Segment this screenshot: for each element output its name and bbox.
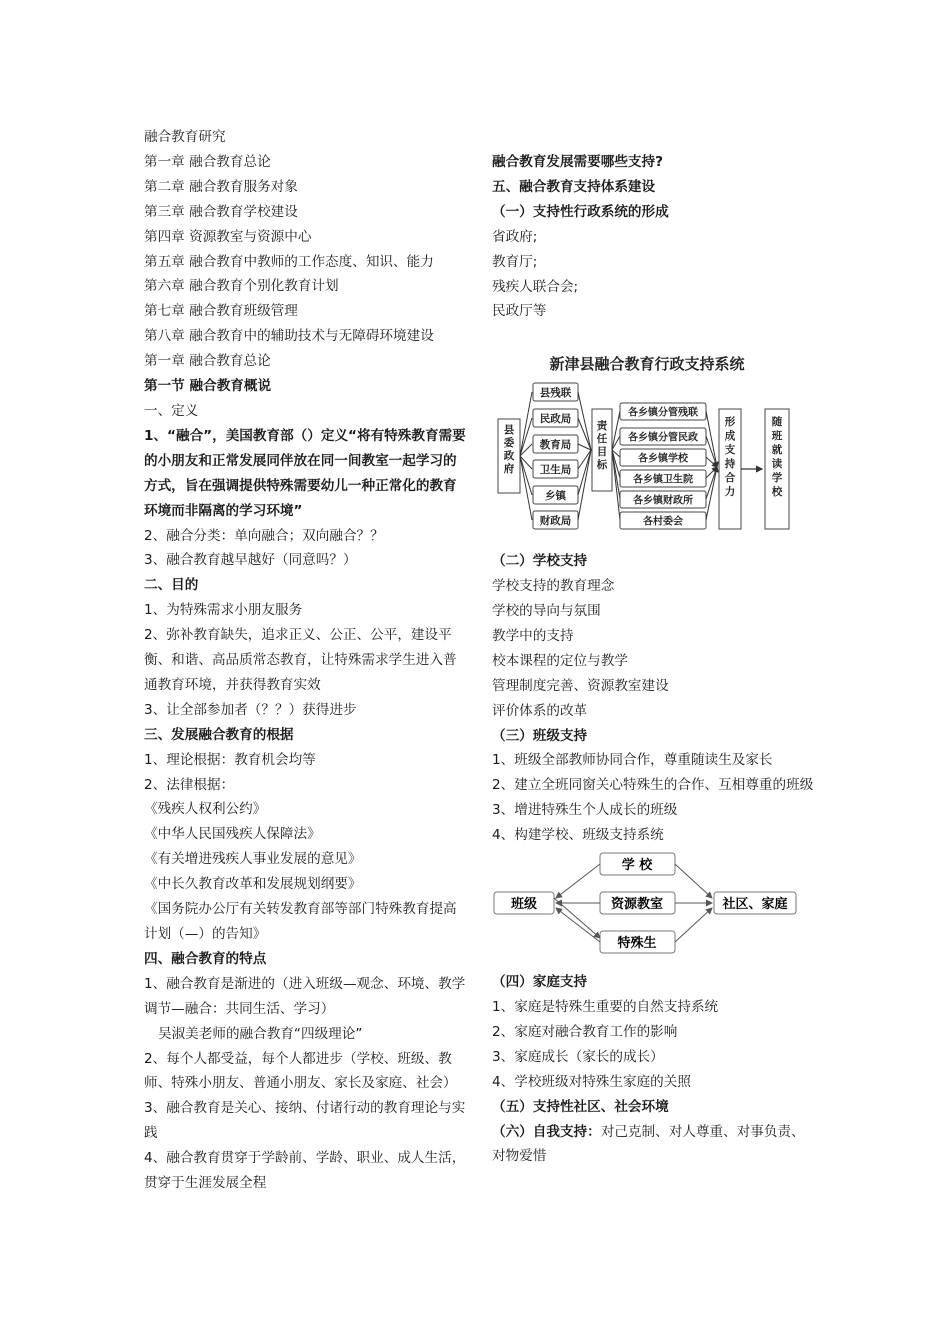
- text-line: 学校的导向与氛围: [492, 603, 601, 620]
- text-line: 2、融合分类：单向融合；双向融合？？: [144, 527, 384, 544]
- text-line: 第二章 融合教育服务对象: [144, 178, 298, 195]
- text-line: 《国务院办公厅有关转发教育部等部门特殊教育提高计划（—）的告知》: [144, 901, 457, 942]
- text-line: 第一章 融合教育总论: [144, 153, 271, 170]
- right-column: [492, 150, 814, 1169]
- town-label: 各村委会: [643, 516, 683, 528]
- form-force-label: 形成支持合力: [724, 416, 736, 499]
- text-line: 《有关增进残疾人事业发展的意见》: [144, 851, 362, 868]
- text-line: （三）班级支持: [492, 727, 588, 744]
- dept-label: 县残联: [539, 387, 572, 400]
- text-line: 第三章 融合教育学校建设: [144, 203, 298, 220]
- dept-label: 乡镇: [545, 490, 566, 503]
- self-support-text: 对己克制、对人尊重、对事负责、对物爱惜: [492, 1123, 805, 1165]
- text-line: 五、融合教育支持体系建设: [492, 178, 656, 195]
- right-bottom-section: [492, 970, 814, 1119]
- right-top-section: [492, 150, 814, 324]
- node-class-label: 班级: [510, 897, 538, 913]
- text-line: 2、法律根据：: [144, 776, 235, 793]
- dept-label: 民政局: [539, 413, 572, 426]
- text-line: 融合教育研究: [144, 129, 226, 145]
- text-line: 2、家庭对融合教育工作的影响: [492, 1023, 678, 1040]
- text-line: （五）支持性社区、社会环境: [492, 1098, 669, 1115]
- text-line: （二）学校支持: [492, 553, 588, 570]
- town-label: 各乡镇学校: [638, 453, 688, 465]
- text-line: （一）支持性行政系统的形成: [492, 203, 669, 220]
- self-support-line: [492, 1120, 814, 1170]
- text-line: 1、为特殊需求小朋友服务: [144, 602, 303, 619]
- text-line: 第五章 融合教育中教师的工作态度、知识、能力: [144, 253, 434, 270]
- text-line: 1、家庭是特殊生重要的自然支持系统: [492, 999, 719, 1016]
- text-line: 评价体系的改革: [492, 702, 588, 719]
- town-label: 各乡镇财政所: [633, 495, 693, 507]
- town-label: 各乡镇分管民政: [628, 432, 698, 444]
- text-line: 3、增进特殊生个人成长的班级: [492, 802, 678, 819]
- text-line: 4、学校班级对特殊生家庭的关照: [492, 1073, 691, 1090]
- diagram-title: 新津县融合教育行政支持系统: [549, 355, 745, 374]
- text-line: 第八章 融合教育中的辅助技术与无障碍环境建设: [144, 328, 434, 345]
- node-community-family-label: 社区、家庭: [722, 897, 788, 913]
- admin-support-diagram: [492, 349, 802, 549]
- dept-label: 卫生局: [539, 464, 572, 477]
- node-resource-room-label: 资源教室: [610, 897, 664, 913]
- text-line: 省政府;: [492, 228, 538, 245]
- text-line: 4、融合教育贯穿于学龄前、学龄、职业、成人生活，贯穿于生涯发展全程: [144, 1150, 466, 1192]
- text-line: 1、班级全部教师协同合作，尊重随读生及家长: [492, 752, 773, 769]
- text-line: 《中华人民国残疾人保障法》: [144, 826, 321, 843]
- responsibility-label: 责任目标: [596, 420, 608, 472]
- left-column: [144, 125, 466, 1196]
- text-line: 一、定义: [144, 402, 199, 419]
- text-line: 3、让全部参加者（？？）获得进步: [144, 701, 357, 718]
- text-line: 4、构建学校、班级支持系统: [492, 827, 664, 844]
- text-line: 第一节 融合教育概说: [144, 378, 272, 395]
- town-label: 各乡镇分管残联: [628, 407, 698, 419]
- text-line: 2、每个人都受益，每个人都进步（学校、班级、教师、特殊小朋友、普通小朋友、家长及家庭、社会）: [144, 1050, 457, 1092]
- self-support-label: （六）自我支持：: [492, 1123, 601, 1140]
- text-line: 四、融合教育的特点: [144, 950, 267, 967]
- text-line: 第七章 融合教育班级管理: [144, 303, 298, 320]
- text-line: 1、融合教育是渐进的（进入班级—观念、环境、教学调节—融合：共同生活、学习）: [144, 975, 466, 1017]
- text-line: 1、“融合”，美国教育部（）定义“将有特殊教育需要的小朋友和正常发展同伴放在同一间教室一起学习的方式，旨在强调提供特殊需要幼儿一种正常化的教育环境而非隔离的学习环境”: [144, 427, 466, 519]
- text-line: （四）家庭支持: [492, 974, 588, 991]
- text-line: 二、目的: [144, 577, 199, 594]
- dept-label: 财政局: [539, 515, 572, 528]
- node-special-student-label: 特殊生: [617, 936, 657, 952]
- text-line: 2、弥补教育缺失，追求正义、公正、公平，建设平衡、和谐、高品质常态教育，让特殊需求学生进入普通教育环境，并获得教育实效: [144, 627, 457, 693]
- text-line: 民政厅等: [492, 303, 547, 320]
- town-label: 各乡镇卫生院: [633, 474, 693, 486]
- node-school-label: 学 校: [621, 858, 653, 874]
- text-line: 残疾人联合会;: [492, 278, 579, 295]
- text-line: 《残疾人权利公约》: [144, 801, 267, 818]
- class-support-diagram: [492, 848, 802, 958]
- text-line: 学校支持的教育理念: [492, 578, 615, 595]
- text-line: 3、家庭成长（家长的成长）: [492, 1048, 664, 1065]
- text-line: 三、发展融合教育的根据: [144, 726, 294, 743]
- text-line: 吴淑美老师的融合教育“四级理论”: [158, 1025, 363, 1042]
- text-line: 3、融合教育越早越好（同意吗？）: [144, 552, 357, 569]
- text-line: 教学中的支持: [492, 627, 574, 644]
- text-line: 第六章 融合教育个别化教育计划: [144, 278, 339, 295]
- root-label: 县委政府: [503, 424, 515, 476]
- text-line: 教育厅;: [492, 253, 538, 270]
- text-line: 3、融合教育是关心、接纳、付诸行动的教育理论与实践: [144, 1100, 466, 1142]
- text-line: 管理制度完善、资源教室建设: [492, 677, 669, 694]
- text-line: 2、建立全班同窗关心特殊生的合作、互相尊重的班级: [492, 777, 814, 794]
- text-line: 校本课程的定位与教学: [492, 652, 628, 669]
- text-line: 第一章 融合教育总论: [144, 353, 271, 370]
- text-line: 融合教育发展需要哪些支持?: [492, 154, 664, 170]
- right-middle-section: [492, 549, 814, 848]
- result-school-label: 随班就读学校: [771, 416, 783, 499]
- dept-label: 教育局: [539, 439, 572, 452]
- text-line: 1、理论根据：教育机会均等: [144, 751, 316, 768]
- text-line: 《中长久教育改革和发展规划纲要》: [144, 876, 362, 893]
- text-line: 第四章 资源教室与资源中心: [144, 228, 312, 245]
